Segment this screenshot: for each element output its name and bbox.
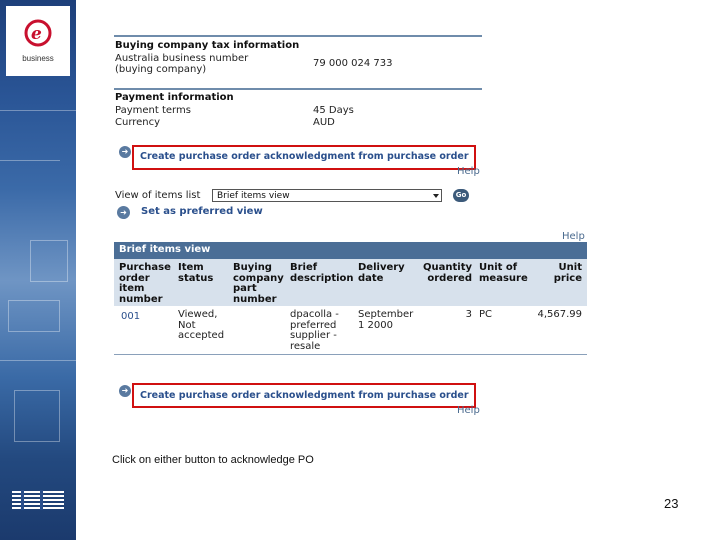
payment-section-title: Payment information (115, 92, 234, 103)
set-preferred-view-link[interactable]: Set as preferred view (141, 206, 263, 217)
go-button[interactable]: Go (453, 189, 469, 202)
column-header: Delivery date (358, 262, 405, 284)
abn-value: 79 000 024 733 (313, 58, 393, 69)
table-cell-status: Viewed, Not accepted (178, 309, 225, 341)
create-ack-button-bottom[interactable]: Create purchase order acknowledgment from purchase order (140, 390, 469, 401)
slide-caption: Click on either button to acknowledge PO (112, 454, 314, 466)
help-link[interactable]: Help (457, 405, 480, 416)
table-cell-unit: PC (479, 309, 493, 320)
currency-value: AUD (313, 117, 335, 128)
table-cell-description: dpacolla - preferred supplier - resale (290, 309, 339, 352)
decorative-line (0, 160, 60, 161)
column-header: Buying company part number (233, 262, 284, 305)
abn-label: Australia business number (buying company) (115, 53, 249, 75)
left-sidebar-banner (0, 0, 76, 540)
decorative-line (0, 360, 76, 361)
create-ack-button-top[interactable]: Create purchase order acknowledgment from purchase order (140, 151, 469, 162)
table-cell-unit-price: 4,567.99 (537, 309, 582, 320)
column-header: Item status (178, 262, 214, 284)
view-list-label: View of items list (115, 190, 201, 201)
arrow-right-icon[interactable]: ➜ (119, 146, 131, 158)
tax-section-title: Buying company tax information (115, 40, 300, 51)
decorative-frame (14, 390, 60, 442)
page-number: 23 (664, 496, 679, 511)
view-select-value: Brief items view (217, 191, 290, 201)
arrow-right-icon[interactable]: ➜ (119, 385, 131, 397)
ebusiness-e-icon (23, 18, 53, 48)
decorative-frame (8, 300, 60, 332)
ebusiness-label: business (22, 54, 54, 63)
currency-label: Currency (115, 117, 161, 128)
chevron-down-icon (433, 194, 439, 198)
column-header: Unit price (553, 262, 582, 284)
svg-text:e: e (31, 24, 42, 44)
table-cell-item-number[interactable]: 001 (121, 311, 141, 322)
column-header: Purchase order item number (119, 262, 171, 305)
payment-terms-label: Payment terms (115, 105, 191, 116)
items-table-title: Brief items view (114, 242, 587, 259)
table-bottom-border (114, 354, 587, 355)
column-header: Unit of measure (479, 262, 528, 284)
ebusiness-logo (6, 6, 70, 76)
decorative-frame (30, 240, 68, 282)
help-link[interactable]: Help (457, 166, 480, 177)
section-divider (114, 88, 482, 90)
view-select[interactable] (212, 189, 442, 202)
column-header: Brief description (290, 262, 354, 284)
column-header: Quantity ordered (423, 262, 472, 284)
table-cell-delivery-date: September 1 2000 (358, 309, 414, 331)
arrow-right-icon[interactable]: ➜ (117, 206, 130, 219)
table-cell-quantity: 3 (465, 309, 472, 320)
payment-terms-value: 45 Days (313, 105, 354, 116)
decorative-line (0, 110, 76, 111)
ibm-logo (10, 488, 66, 514)
help-link[interactable]: Help (562, 231, 585, 242)
section-divider (114, 35, 482, 37)
